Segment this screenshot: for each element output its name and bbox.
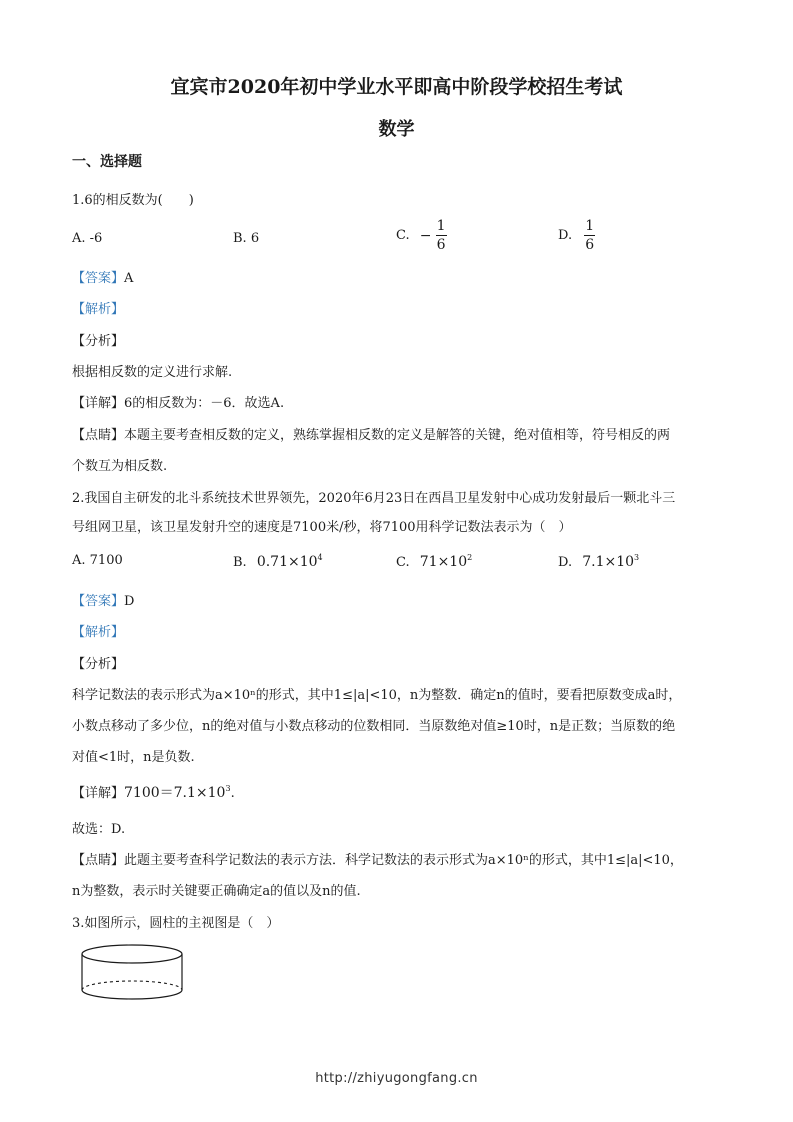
detail-text: 6的相反数为：－6．故选A. [124, 396, 285, 411]
option-label: C. [396, 228, 410, 243]
q1-stem: 1.6的相反数为( ) [72, 193, 194, 208]
q1-option-b: B. 6 [233, 231, 260, 246]
option-label: C. [396, 555, 410, 570]
q1-option-a: A. -6 [72, 231, 103, 246]
comment-tag: 【点睛】 [72, 853, 125, 868]
detail-base: 7100＝7.1×10 [124, 785, 226, 801]
q1-analysis-tag: 【解析】 [72, 302, 125, 317]
option-label: D. [558, 228, 573, 243]
q2-fenxi-line1: 科学记数法的表示形式为a×10ⁿ的形式，其中1≤|a|<10，n为整数．确定n的值时，要看把原数变成a时， [72, 688, 682, 703]
subject-title: 数学 [378, 119, 415, 140]
numerator: 1 [436, 218, 446, 234]
exam-title: 宜宾市2020年初中学业水平即高中阶段学校招生考试 [170, 76, 623, 98]
section-heading: 一、选择题 [72, 154, 142, 170]
answer-value: A [124, 271, 134, 286]
detail-end: . [230, 786, 235, 801]
answer-tag: 【答案】 [72, 271, 125, 286]
q2-fenxi-line2: 小数点移动了多少位，n的绝对值与小数点移动的位数相同．当原数绝对值≥10时，n是正数；当原数的绝 [72, 719, 676, 734]
q2-fenxi-line3: 对值<1时，n是负数. [72, 750, 195, 765]
fraction [584, 218, 595, 253]
answer-tag: 【答案】 [72, 594, 125, 609]
option-exponent: 3 [634, 553, 640, 562]
q2-comment-line1 [72, 849, 683, 868]
detail-exponent: 3 [225, 784, 231, 793]
option-base: 7.1×10 [582, 554, 635, 570]
q1-option-c [396, 218, 447, 253]
fraction-bar [584, 235, 595, 236]
option-label: B. [233, 555, 247, 570]
q1-fenxi-tag: 【分析】 [72, 334, 125, 349]
denominator: 6 [436, 237, 446, 253]
q2-option-d [558, 553, 639, 570]
cylinder-figure [76, 942, 188, 1010]
fraction [436, 218, 447, 253]
q2-option-a: A. 7100 [72, 553, 123, 568]
comment-text: 本题主要考查相反数的定义，熟练掌握相反数的定义是解答的关键，绝对值相等，符号相反的两 [124, 428, 671, 443]
q2-comment-line2: n为整数，表示时关键要正确确定a的值以及n的值. [72, 884, 361, 899]
q2-stem-line2: 号组网卫星，该卫星发射升空的速度是7100米/秒，将7100用科学记数法表示为（ ） [72, 520, 572, 535]
q2-detail [72, 782, 235, 802]
q2-answer [72, 590, 134, 609]
detail-tag: 【详解】 [72, 396, 125, 411]
q1-detail [72, 392, 284, 411]
answer-value: D [124, 594, 135, 609]
option-exponent: 2 [467, 553, 473, 562]
q1-fenxi-text: 根据相反数的定义进行求解. [72, 365, 233, 380]
option-exponent: 4 [317, 553, 323, 562]
q1-comment-line1 [72, 424, 670, 443]
comment-text: 此题主要考查科学记数法的表示方法．科学记数法的表示形式为a×10ⁿ的形式，其中1≤|a|<10， [124, 853, 683, 868]
comment-tag: 【点睛】 [72, 428, 125, 443]
q2-analysis-tag: 【解析】 [72, 625, 125, 640]
q1-answer [72, 267, 133, 286]
numerator: 1 [585, 218, 595, 234]
q2-stem-line1: 2.我国自主研发的北斗系统技术世界领先，2020年6月23日在西昌卫星发射中心成功发射最后一颗北斗三 [72, 491, 676, 506]
option-base: 0.71×10 [256, 554, 318, 570]
q3-stem: 3.如图所示，圆柱的主视图是（ ） [72, 916, 280, 931]
q2-option-b [233, 553, 323, 570]
option-label: D. [558, 555, 573, 570]
q1-option-d [558, 218, 595, 253]
q2-option-c [396, 553, 472, 570]
minus-sign: − [419, 227, 432, 244]
option-base: 71×10 [419, 554, 468, 570]
q2-conclusion: 故选：D. [72, 822, 126, 837]
footer-url[interactable]: http://zhiyugongfang.cn [315, 1071, 478, 1086]
q2-fenxi-tag: 【分析】 [72, 657, 125, 672]
detail-tag: 【详解】 [72, 786, 125, 801]
denominator: 6 [585, 237, 595, 253]
fraction-bar [436, 235, 447, 236]
q1-comment-line2: 个数互为相反数. [72, 459, 168, 474]
